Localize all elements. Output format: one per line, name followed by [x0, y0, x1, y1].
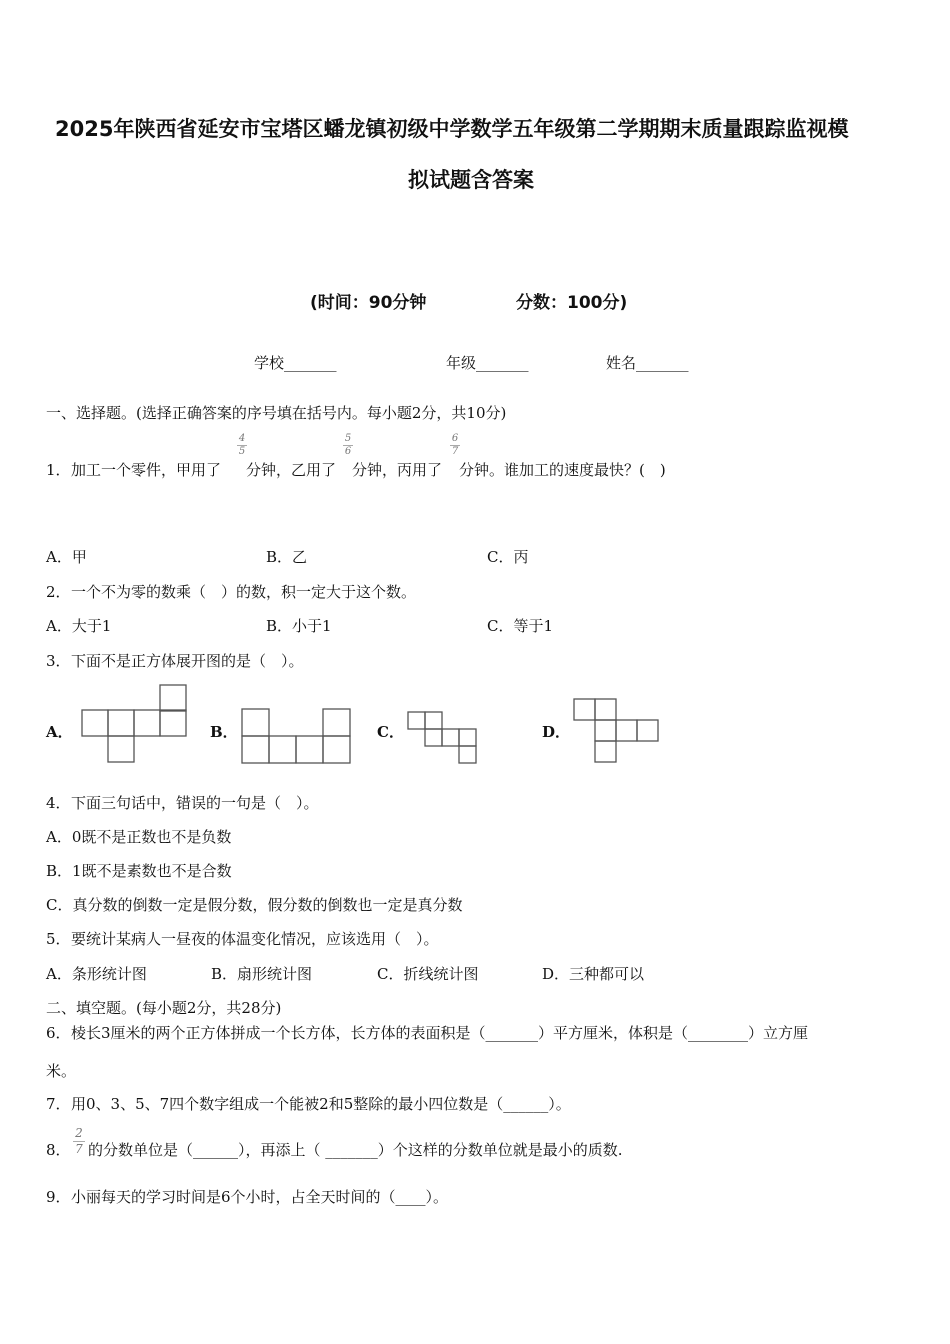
name-field: 姓名_______ [606, 354, 689, 372]
q3-net-d-figure [572, 697, 662, 765]
q7-text: 用0、3、5、7四个数字组成一个能被2和5整除的最小四位数是（______）。 [71, 1095, 571, 1113]
q4-option-c: C．真分数的倒数一定是假分数，假分数的倒数也一定是真分数 [46, 896, 463, 914]
q3-option-d: D． [542, 723, 571, 741]
q5-text: 要统计某病人一昼夜的体温变化情况，应该选用（ ）。 [71, 930, 439, 948]
q7-number: 7． [46, 1095, 71, 1113]
q1-text-part4: 分钟。谁加工的速度最快？( ) [459, 461, 666, 479]
q9-text: 小丽每天的学习时间是6个小时，占全天时间的（____）。 [71, 1188, 449, 1206]
q3-net-c-figure [406, 710, 478, 766]
q1-fraction-1: 4 5 [238, 433, 246, 457]
q6-text-line1: 棱长3厘米的两个正方体拼成一个长方体，长方体的表面积是（_______）平方厘米，体积是（________）立方厘 [71, 1024, 809, 1042]
q2-option-b: B．小于1 [266, 617, 332, 635]
q5-number: 5． [46, 930, 71, 948]
q3-option-c: C． [377, 723, 404, 741]
q2-option-c: C．等于1 [487, 617, 554, 635]
q4-option-a: A．0既不是正数也不是负数 [46, 828, 232, 846]
q8-number: 8． [46, 1141, 71, 1159]
q5-option-c: C．折线统计图 [377, 965, 479, 983]
q4-number: 4． [46, 794, 71, 812]
q1-option-a: A．甲 [46, 548, 87, 566]
q1-fraction-2: 5 6 [344, 433, 352, 457]
q9-number: 9． [46, 1188, 71, 1206]
q5-option-a: A．条形统计图 [46, 965, 147, 983]
q3-option-a: A． [46, 723, 73, 741]
q8-text: 的分数单位是（______），再添上（ _______）个这样的分数单位就是最小的质数. [88, 1141, 623, 1159]
q3-text: 下面不是正方体展开图的是（ ）。 [71, 652, 304, 670]
exam-score: 分数：100分) [516, 293, 628, 313]
section1-heading: 一、选择题。(选择正确答案的序号填在括号内。每小题2分，共10分) [46, 404, 507, 422]
grade-field: 年级_______ [446, 354, 529, 372]
q8-fraction: 2 7 [73, 1127, 85, 1156]
q3-net-b-figure [240, 707, 352, 765]
q4-option-b: B．1既不是素数也不是合数 [46, 862, 232, 880]
q5-option-d: D．三种都可以 [542, 965, 645, 983]
q2-text: 一个不为零的数乘（ ）的数，积一定大于这个数。 [71, 583, 417, 601]
q1-text-part3: 分钟，丙用了 [352, 461, 443, 479]
q3-option-b: B． [210, 723, 238, 741]
school-field: 学校_______ [254, 354, 337, 372]
q1-number: 1． [46, 461, 71, 479]
q4-text: 下面三句话中，错误的一句是（ ）。 [71, 794, 319, 812]
exam-time: (时间：90分钟 [310, 293, 427, 313]
q5-option-b: B．扇形统计图 [211, 965, 313, 983]
q1-text-part2: 分钟，乙用了 [246, 461, 337, 479]
section2-heading: 二、填空题。(每小题2分，共28分) [46, 999, 282, 1017]
page-title-line2: 拟试题含答案 [408, 168, 534, 192]
q6-number: 6． [46, 1024, 71, 1042]
page-title-line1: 2025年陕西省延安市宝塔区蟠龙镇初级中学数学五年级第二学期期末质量跟踪监视模 [55, 117, 849, 141]
q1-option-c: C．丙 [487, 548, 529, 566]
q3-number: 3． [46, 652, 71, 670]
q1-fraction-3: 6 7 [451, 433, 459, 457]
q1-option-b: B．乙 [266, 548, 308, 566]
q2-number: 2． [46, 583, 71, 601]
q1-text-part1: 加工一个零件，甲用了 [71, 461, 222, 479]
q2-option-a: A．大于1 [46, 617, 112, 635]
q3-net-a-figure [80, 683, 190, 765]
q6-text-line2: 米。 [46, 1062, 77, 1080]
